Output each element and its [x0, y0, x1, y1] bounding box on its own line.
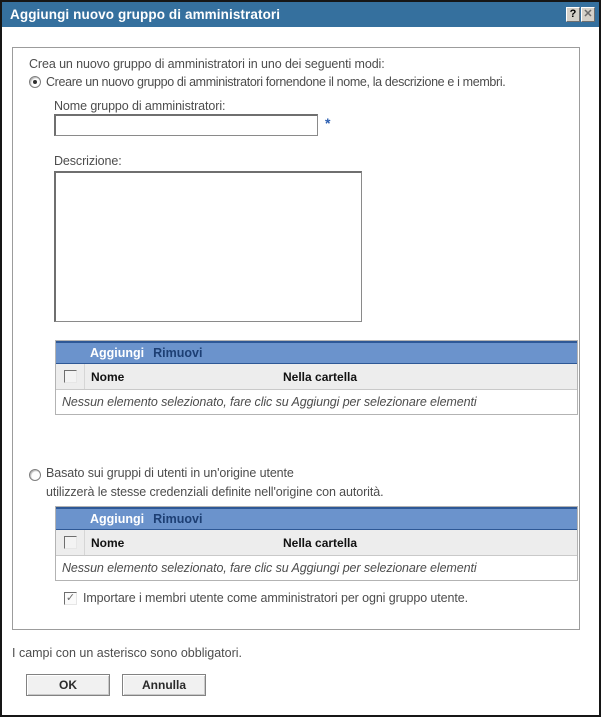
- ok-button[interactable]: OK: [26, 674, 110, 696]
- group-name-input[interactable]: [54, 114, 318, 136]
- description-label: Descrizione:: [54, 154, 122, 168]
- user-groups-add-link[interactable]: Aggiungi: [90, 512, 145, 526]
- user-groups-empty-message: Nessun elemento selezionato, fare clic su Aggiungi per selezionare elementi: [56, 556, 577, 580]
- members-column-folder: Nella cartella: [283, 369, 358, 384]
- members-select-all-checkbox[interactable]: [64, 370, 77, 383]
- required-fields-note: I campi con un asterisco sono obbligatori.: [12, 646, 242, 660]
- intro-text: Crea un nuovo gruppo di amministratori in uno dei seguenti modi:: [29, 57, 385, 71]
- user-source-option-label[interactable]: Basato sui gruppi di utenti in un'origine utente: [46, 466, 294, 480]
- members-table-header: [56, 364, 577, 390]
- user-groups-column-name: Nome: [91, 535, 125, 550]
- members-select-all-cell: [56, 364, 85, 389]
- user-groups-select-all-checkbox[interactable]: [64, 536, 77, 549]
- user-source-option-sublabel: utilizzerà le stesse credenziali definite nell'origine con autorità.: [46, 485, 384, 499]
- dialog-title: Aggiungi nuovo gruppo di amministratori: [10, 7, 281, 22]
- import-members-row: [64, 591, 468, 605]
- members-empty-message: Nessun elemento selezionato, fare clic su Aggiungi per selezionare elementi: [56, 390, 577, 414]
- members-table: [55, 340, 578, 415]
- required-asterisk: *: [325, 115, 331, 131]
- titlebar: [2, 2, 599, 27]
- create-option-radio[interactable]: [29, 76, 41, 88]
- help-button[interactable]: ?: [566, 7, 580, 22]
- group-name-label: Nome gruppo di amministratori:: [54, 99, 226, 113]
- user-groups-select-all-cell: [56, 530, 85, 555]
- user-groups-column-folder: Nella cartella: [283, 535, 358, 550]
- members-remove-link[interactable]: Rimuovi: [153, 346, 203, 360]
- close-button[interactable]: ✕: [581, 7, 595, 22]
- user-groups-table-toolbar: [56, 507, 577, 530]
- user-source-option-radio[interactable]: [29, 469, 41, 481]
- members-add-link[interactable]: Aggiungi: [90, 346, 145, 360]
- create-option-label[interactable]: Creare un nuovo gruppo di amministratori fornendone il nome, la descrizione e i membri.: [46, 75, 506, 89]
- cancel-button[interactable]: Annulla: [122, 674, 206, 696]
- user-groups-table-header: [56, 530, 577, 556]
- titlebar-buttons: [566, 7, 595, 22]
- import-members-checkbox[interactable]: ✓: [65, 591, 76, 604]
- import-members-label[interactable]: Importare i membri utente come amministratori per ogni gruppo utente.: [83, 591, 468, 605]
- description-textarea[interactable]: [54, 171, 362, 322]
- user-groups-table: [55, 506, 578, 581]
- user-groups-remove-link[interactable]: Rimuovi: [153, 512, 203, 526]
- members-column-name: Nome: [91, 369, 125, 384]
- members-table-toolbar: [56, 341, 577, 364]
